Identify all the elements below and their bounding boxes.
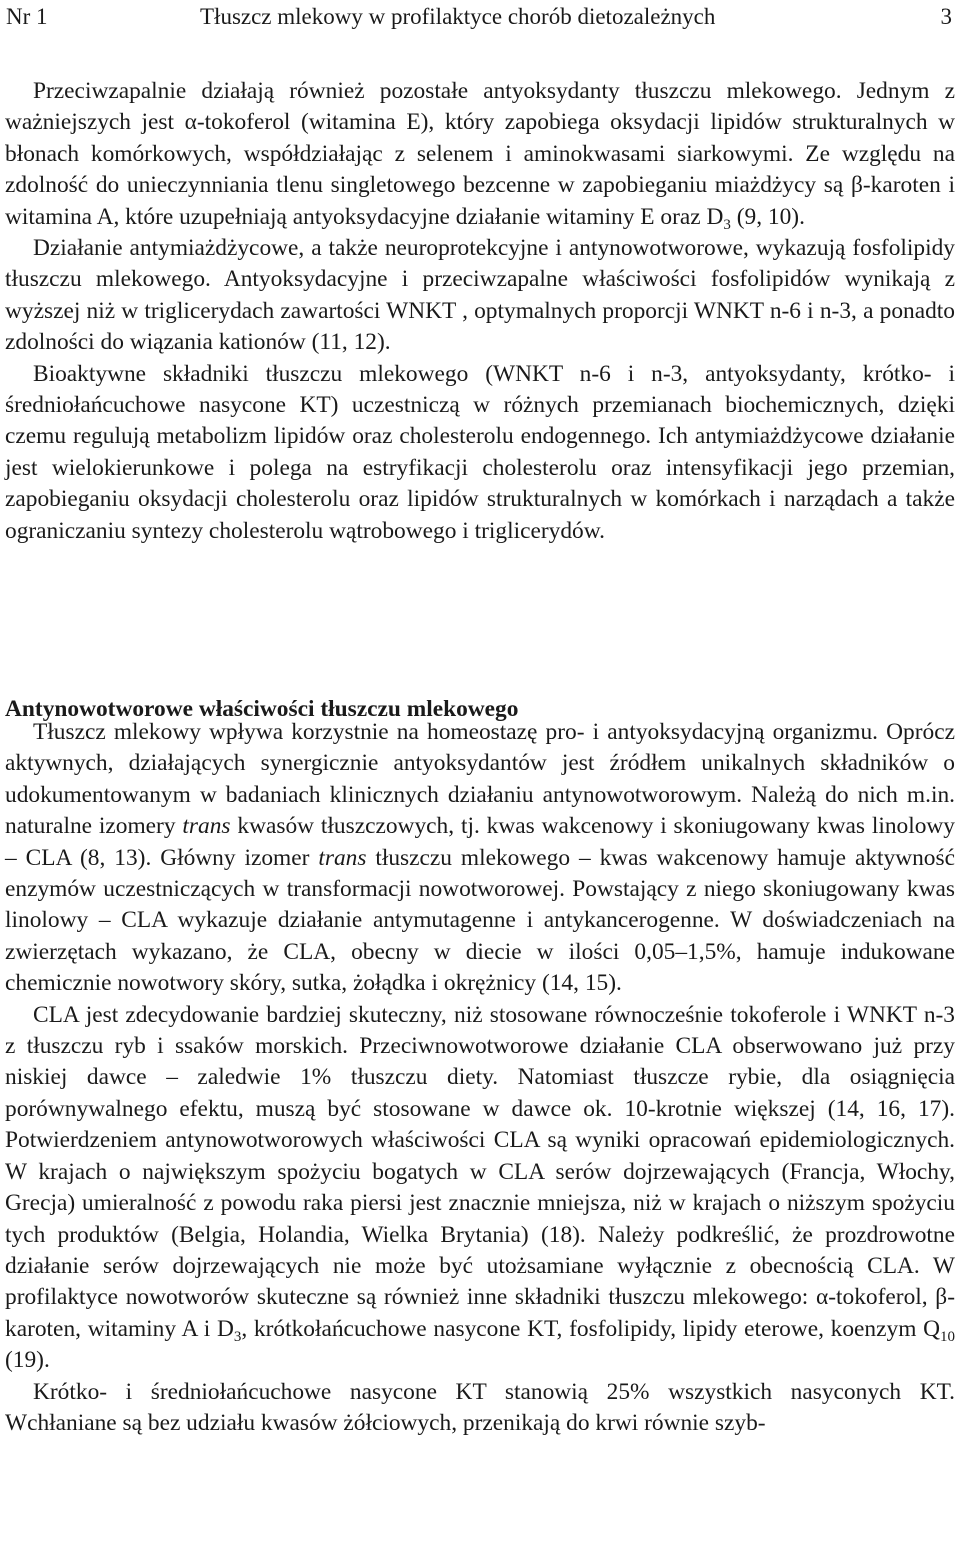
- subscript: 10: [940, 1328, 955, 1345]
- issue-number: Nr 1: [6, 4, 48, 29]
- italic-term: trans: [182, 813, 231, 840]
- section-anticancer: [5, 717, 955, 1439]
- citation: (9, 10).: [730, 203, 805, 230]
- section-heading: Antynowotworowe właściwości tłuszczu mlekowego: [5, 696, 519, 723]
- citation: (19).: [5, 1347, 50, 1374]
- paragraph-text: , krótkołańcuchowe nasycone KT, fosfolipidy, lipidy eterowe, koenzym Q: [241, 1315, 940, 1342]
- paragraph-milk-fat-homeostasis: [5, 717, 955, 1000]
- paragraph-text: Tłuszcz mlekowy wpływa korzystnie na homeostazę pro- i antyoksydacyjną organizmu. Oprócz aktywnych, działających synergicznie antyoksydantów jest źródłem unikalnych składników o udokumentowanym w badaniach klinicznych działaniu antynowotworowym. Należą do nich m.in. naturalne izomery: [5, 719, 955, 840]
- paragraph-phospholipids: Działanie antymiażdżycowe, a także neuroprotekcyjne i antynowotworowe, wykazują fosfolipidy tłuszczu mlekowego. Antyoksydacyjne i przeciwzapalne właściwości fosfolipidów wynikają z wyższej niż w triglicerydach zawartości WNKT , optymalnych proporcji WNKT n-6 i n-3, a ponadto zdolności do wiązania kationów (11, 12).: [5, 235, 955, 356]
- subscript: 3: [233, 1328, 242, 1345]
- paragraph-text: kwasów tłuszczowych, tj. kwas wakcenowy i skoniugowany kwas linolowy – CLA (8, 13). Główny izomer: [5, 813, 955, 871]
- paragraph-cla-effectiveness: [5, 1000, 955, 1377]
- page-number: 3: [940, 4, 952, 29]
- paragraph-text: tłuszczu mlekowego – kwas wakcenowy hamuje aktywność enzymów uczestniczących w transformacji nowotworowej. Powstający z niego skoniugowany kwas linolowy – CLA wykazuje działanie antymutagenne i antykancerogenne. W doświadczeniach na zwierzętach wykazano, że CLA, obecny w diecie w ilości 0,05–1,5%, hamuje indukowane chemicznie nowotwory skóry, sutka, żołądka i okrężnicy (14, 15).: [5, 844, 955, 997]
- subscript: 3: [723, 216, 731, 233]
- paragraph-bioactive-components: Bioaktywne składniki tłuszczu mlekowego (WNKT n-6 i n-3, antyoksydanty, krótko- i średniołańcuchowe nasycone KT) uczestniczą w różnych przemianach biochemicznych, dzięki czemu regulują metabolizm lipidów oraz cholesterolu endogennego. Ich antymiażdżycowe działanie jest wielokierunkowe i polega na estryfikacji cholesterolu oraz intensyfikacji jego przemian, zapobieganiu oksydacji cholesterolu oraz lipidów strukturalnych w komórkach i narządach a także ograniczaniu syntezy cholesterolu wątrobowego i triglicerydów.: [5, 360, 955, 544]
- paragraph-text: CLA jest zdecydowanie bardziej skuteczny, niż stosowane równocześnie tokoferole i WNKT n-3 z tłuszczu ryb i ssaków morskich. Przeciwnowotworowe działanie CLA obserwowano już przy niskiej dawce – zaledwie 1% tłuszczu diety. Natomiast tłuszcze rybie, dla osiągnięcia porównywalnego efektu, muszą być stosowane w dawce ok. 10-krotnie większej (14, 16, 17). Potwierdzeniem antynowotworowych właściwości CLA są wyniki opracowań epidemiologicznych. W krajach o największym spożyciu bogatych w CLA serów dojrzewających (Francja, Włochy, Grecja) umieralność z powodu raka piersi jest znacznie mniejsza, niż w krajach o niższym spożyciu tych produktów (Belgia, Holandia, Wielka Brytania) (18). Należy podkreślić, że prozdrowotne działanie serów dojrzewających nie może być utożsamiane wyłącznie z obecnością CLA. W profilaktyce nowotworów skuteczne są również inne składniki tłuszczu mlekowego: α-tokoferol, β-karoten, witaminy A i D: [5, 1001, 955, 1342]
- section-antioxidants: [5, 76, 955, 547]
- paragraph-short-chain-fatty-acids: Krótko- i średniołańcuchowe nasycone KT stanowią 25% wszystkich nasyconych KT. Wchłaniane są bez udziału kwasów żółciowych, przenikają do krwi równie szyb-: [5, 1378, 955, 1436]
- paragraph-text: Przeciwzapalnie działają również pozostałe antyoksydanty tłuszczu mlekowego. Jednym z ważniejszych jest α-tokoferol (witamina E), który zapobiega oksydacji lipidów strukturalnych w błonach komórkowych, współdziałając z selenem i aminokwasami siarkowymi. Ze względu na zdolność do unieczynniania tlenu singletowego bezcenne w zapobieganiu miażdżycy są β-karoten i witamina A, które uzupełniają antyoksydacyjne działanie witaminy E oraz D: [5, 78, 955, 230]
- italic-term: trans: [318, 844, 367, 871]
- paragraph-antioxidants: [5, 76, 955, 233]
- running-header: [6, 2, 952, 32]
- running-title: Tłuszcz mlekowy w profilaktyce chorób dietozależnych: [200, 4, 716, 29]
